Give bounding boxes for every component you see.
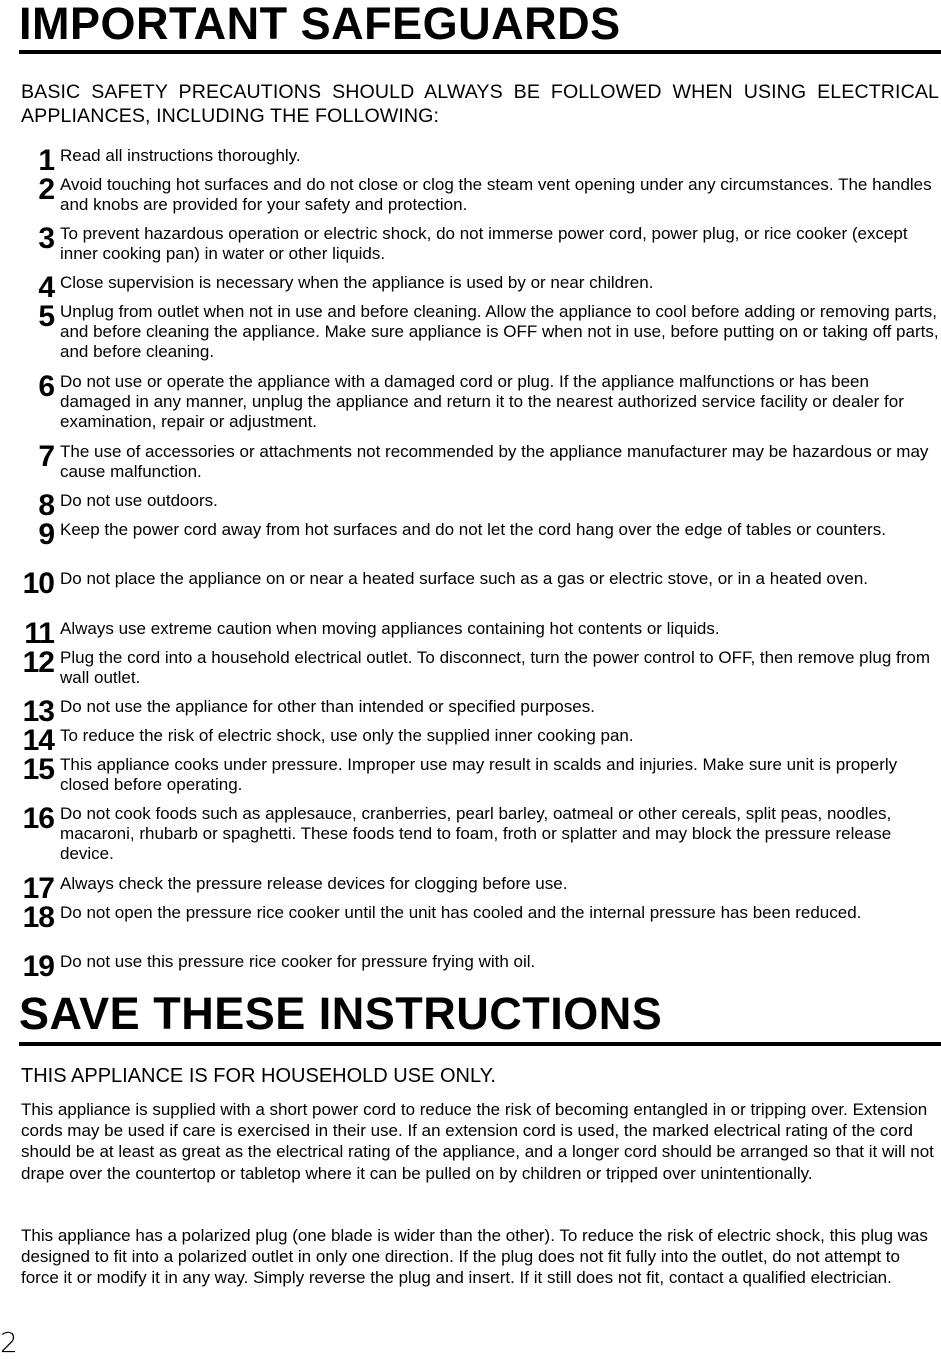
heading-rule-bottom bbox=[19, 1042, 941, 1046]
heading-important-safeguards: IMPORTANT SAFEGUARDS bbox=[19, 0, 621, 49]
item-text: To reduce the risk of electric shock, use only the supplied inner cooking pan. bbox=[60, 726, 634, 745]
item-text: To prevent hazardous operation or electric shock, do not immerse power cord, power plug, or rice cooker (except inner cooking pan) in water or other liquids. bbox=[60, 224, 908, 264]
household-use-notice: THIS APPLIANCE IS FOR HOUSEHOLD USE ONLY. bbox=[21, 1065, 496, 1087]
intro-text: BASIC SAFETY PRECAUTIONS SHOULD ALWAYS BE FOLLOWED WHEN USING ELECTRICAL APPLIANCES, INCLUDING THE FOLLOWING: bbox=[21, 81, 939, 127]
page-number: 2 bbox=[0, 1326, 18, 1359]
item-number: 12 bbox=[22, 646, 54, 679]
item-text: Keep the power cord away from hot surfaces and do not let the cord hang over the edge of tables or counters. bbox=[60, 520, 886, 539]
item-text: Read all instructions thoroughly. bbox=[60, 146, 301, 165]
polarized-plug-paragraph: This appliance has a polarized plug (one blade is wider than the other). To reduce the risk of electric shock, this plug was designed to fit into a polarized outlet in only one direction. If the plug does not fit fully into the outlet, do not attempt to force it or modify it in any way. Simply reverse the plug and insert. If it still does not fit, contact a qualified electrician. bbox=[21, 1226, 928, 1288]
item-number: 13 bbox=[22, 695, 54, 728]
item-text: Plug the cord into a household electrical outlet. To disconnect, turn the power control to OFF, then remove plug from wall outlet. bbox=[60, 648, 930, 688]
item-text: Do not use outdoors. bbox=[60, 491, 218, 510]
extension-cord-paragraph: This appliance is supplied with a short power cord to reduce the risk of becoming entangled in or tripping over. Extension cords may be used if care is exercised in their use. If an extension cord is used, the marked electrical rating of the cord should be at least as great as the electrical rating of the appliance, and a longer cord should be arranged so that it will not drape over the countertop or tabletop where it can be pulled on by children or tripped over unintentionally. bbox=[21, 1100, 934, 1183]
item-number: 7 bbox=[38, 440, 54, 473]
item-text: Always check the pressure release devices for clogging before use. bbox=[60, 874, 568, 893]
item-text: The use of accessories or attachments not recommended by the appliance manufacturer may be hazardous or may cause malfunction. bbox=[60, 442, 929, 482]
item-number: 2 bbox=[38, 173, 54, 206]
item-text: Do not use the appliance for other than intended or specified purposes. bbox=[60, 697, 595, 716]
item-text: Do not open the pressure rice cooker until the unit has cooled and the internal pressure has been reduced. bbox=[60, 903, 862, 922]
item-number: 15 bbox=[22, 753, 54, 786]
item-number: 18 bbox=[22, 901, 54, 934]
item-text: Close supervision is necessary when the appliance is used by or near children. bbox=[60, 273, 654, 292]
heading-save-instructions: SAVE THESE INSTRUCTIONS bbox=[19, 988, 663, 1039]
item-number: 1 bbox=[38, 144, 54, 177]
heading-rule-top bbox=[19, 50, 941, 54]
item-number: 4 bbox=[38, 271, 54, 304]
item-text: Do not place the appliance on or near a heated surface such as a gas or electric stove, or in a heated oven. bbox=[60, 569, 869, 588]
item-text: Always use extreme caution when moving appliances containing hot contents or liquids. bbox=[60, 619, 720, 638]
item-number: 10 bbox=[22, 567, 54, 600]
item-number: 8 bbox=[38, 489, 54, 522]
item-text: Avoid touching hot surfaces and do not close or clog the steam vent opening under any circumstances. The handles and knobs are provided for your safety and protection. bbox=[60, 175, 932, 215]
item-number: 19 bbox=[22, 950, 54, 983]
item-text: Do not cook foods such as applesauce, cranberries, pearl barley, oatmeal or other cereals, split peas, noodles, macaroni, rhubarb or spaghetti. These foods tend to foam, froth or splatter and may block the pressure release device. bbox=[60, 804, 892, 864]
item-number: 5 bbox=[38, 300, 54, 333]
item-number: 14 bbox=[22, 724, 54, 757]
item-number: 11 bbox=[24, 617, 54, 650]
item-text: Do not use or operate the appliance with a damaged cord or plug. If the appliance malfunctions or has been damaged in any manner, unplug the appliance and return it to the nearest authorized service facility or dealer for examination, repair or adjustment. bbox=[60, 372, 904, 432]
item-text: Do not use this pressure rice cooker for pressure frying with oil. bbox=[60, 952, 536, 971]
item-text: Unplug from outlet when not in use and before cleaning. Allow the appliance to cool before adding or removing parts, and before cleaning the appliance. Make sure appliance is OFF when not in use, before putting on or taking off parts, and before cleaning. bbox=[60, 302, 939, 362]
item-number: 6 bbox=[38, 370, 54, 403]
item-number: 17 bbox=[22, 872, 54, 905]
item-number: 16 bbox=[22, 802, 54, 835]
item-number: 9 bbox=[38, 518, 54, 551]
item-text: This appliance cooks under pressure. Improper use may result in scalds and injuries. Make sure unit is properly closed before operating. bbox=[60, 755, 898, 795]
item-number: 3 bbox=[38, 222, 54, 255]
